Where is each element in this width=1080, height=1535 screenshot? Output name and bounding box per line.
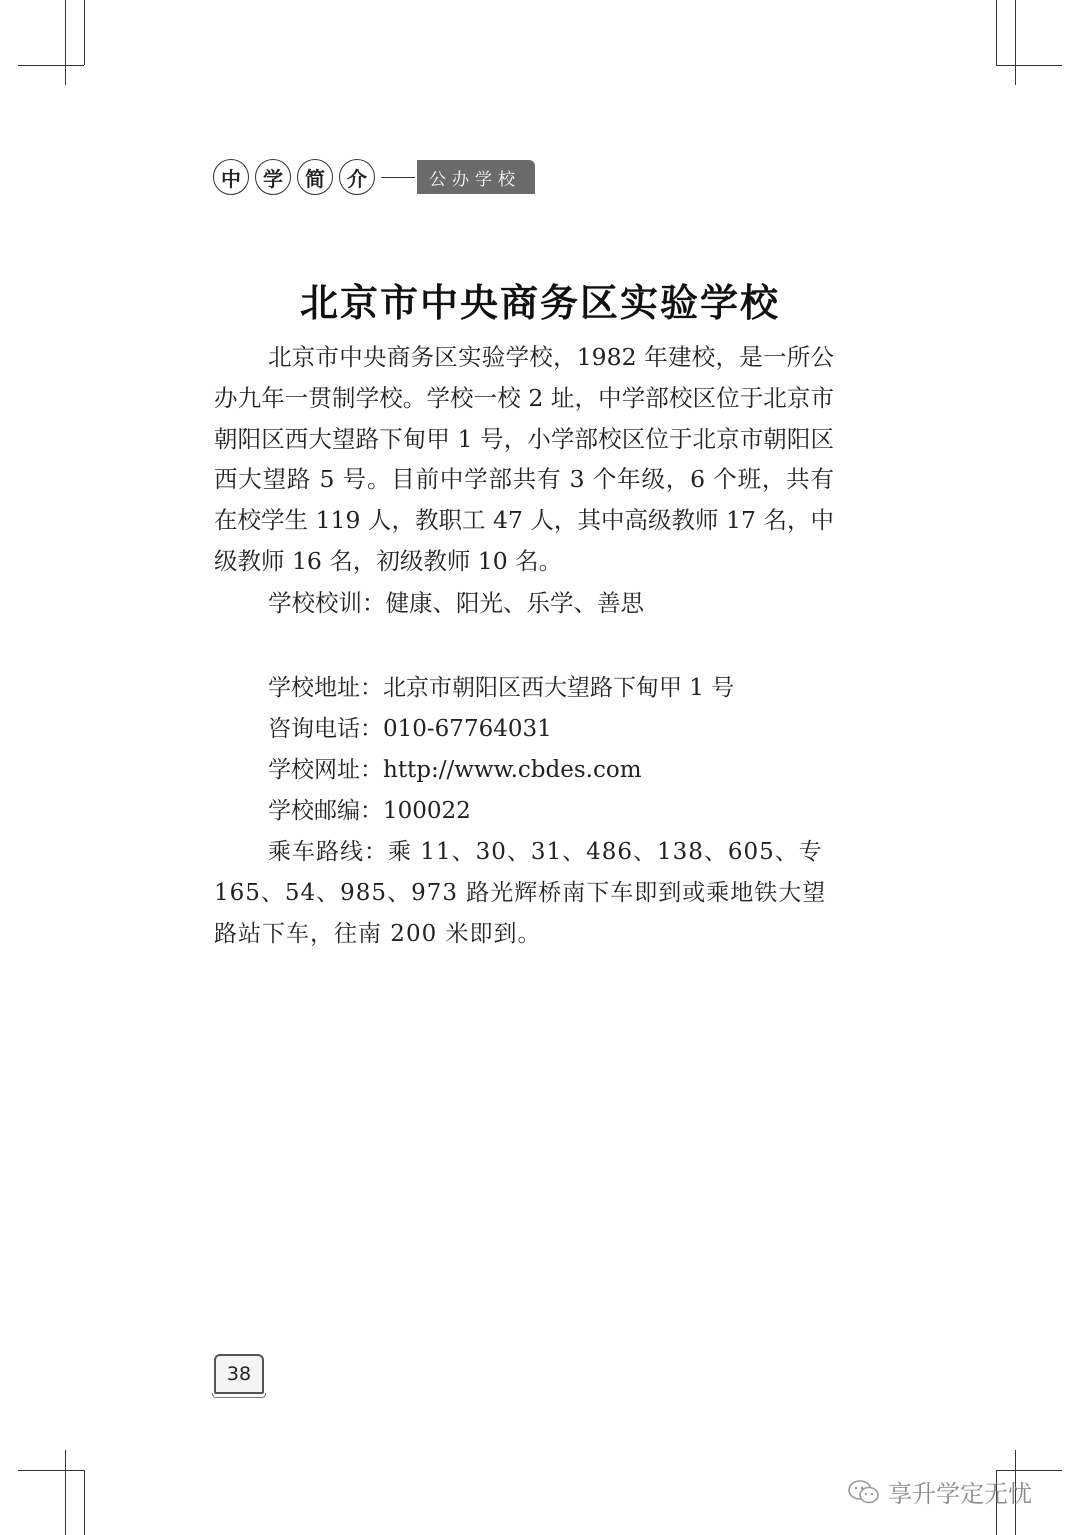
- website-label: 学校网址：: [268, 757, 383, 783]
- crop-mark: [996, 65, 1062, 66]
- crop-mark: [18, 65, 84, 66]
- header-circle-char: 学: [255, 159, 291, 195]
- website-row: [214, 750, 834, 791]
- crop-mark: [65, 1450, 66, 1535]
- header-circle-char: 中: [213, 159, 249, 195]
- website-link[interactable]: http://www.cbdes.com: [383, 757, 642, 783]
- crop-mark: [18, 1470, 84, 1471]
- motto-paragraph: 学校校训：健康、阳光、乐学、善思: [268, 589, 644, 617]
- header-circle-char: 介: [339, 159, 375, 195]
- crop-mark: [1015, 0, 1016, 85]
- contact-info: [214, 668, 834, 955]
- wechat-icon: [848, 1479, 880, 1505]
- section-header: [213, 157, 535, 197]
- crop-mark: [996, 0, 997, 65]
- page-title: 北京市中央商务区实验学校: [299, 281, 780, 325]
- postcode-value: 100022: [383, 798, 471, 824]
- category-tag: 公办学校: [417, 160, 535, 194]
- phone-value: 010-67764031: [383, 716, 552, 742]
- address-row: [214, 668, 834, 709]
- address-label: 学校地址：: [268, 675, 383, 701]
- watermark-text: 享升学定无忧: [888, 1480, 1032, 1508]
- route-row: [214, 832, 834, 955]
- watermark: [848, 1474, 1032, 1509]
- postcode-label: 学校邮编：: [268, 798, 383, 824]
- crop-mark: [84, 1470, 85, 1535]
- header-connector: [381, 177, 415, 178]
- phone-row: [214, 709, 834, 750]
- route-value: 乘 11、30、31、486、138、605、专 165、54、985、973 路光辉桥南下车即到或乘地铁大望路站下车，往南 200 米即到。: [214, 839, 827, 947]
- route-label: 乘车路线：: [268, 839, 388, 865]
- postcode-row: [214, 791, 834, 832]
- crop-mark: [996, 1470, 1062, 1471]
- crop-mark: [65, 0, 66, 85]
- header-circle-char: 简: [297, 159, 333, 195]
- page-number: 38: [214, 1354, 264, 1394]
- address-value: 北京市朝阳区西大望路下甸甲 1 号: [383, 675, 735, 701]
- intro-paragraph: 北京市中央商务区实验学校，1982 年建校，是一所公办九年一贯制学校。学校一校 2 址，中学部校区位于北京市朝阳区西大望路下甸甲 1 号，小学部校区位于北京市朝阳区西大望路 5 号。目前中学部共有 3 个年级，6 个班，共有在校学生 119 人，教职工 47 人，其中高级教师 17 名，中级教师 16 名，初级教师 10 名。: [214, 343, 834, 575]
- phone-label: 咨询电话：: [268, 716, 383, 742]
- crop-mark: [84, 0, 85, 65]
